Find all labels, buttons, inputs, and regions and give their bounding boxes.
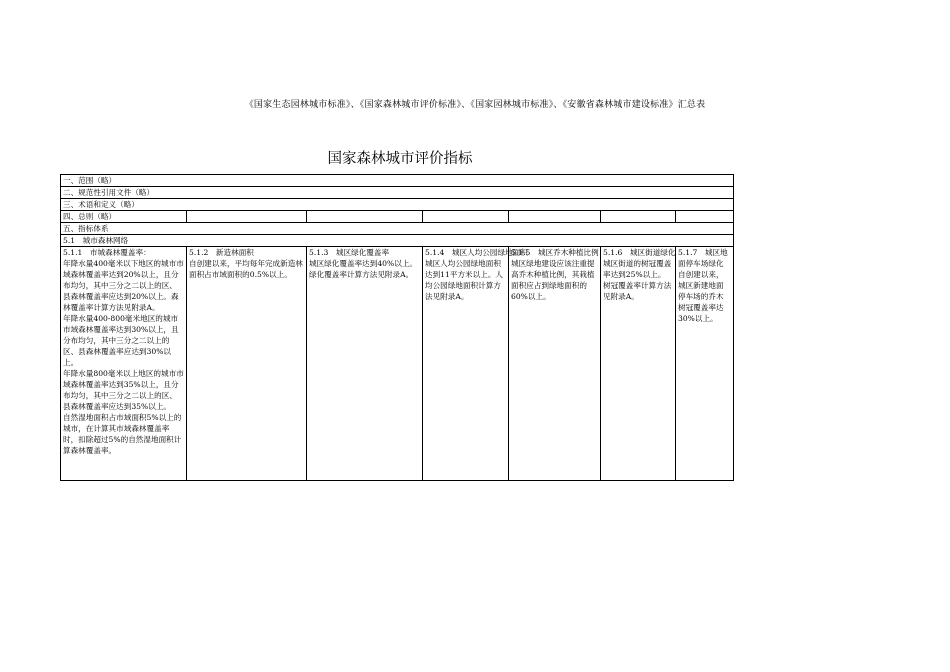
indicator-body: 城区街道的树冠覆盖率达到25%以上。树冠覆盖率计算方法见附录A。 — [603, 259, 672, 301]
section-row — [61, 235, 734, 247]
indicator-table — [60, 174, 734, 481]
indicator-body: 城区人均公园绿地面积达到11平方米以上。人均公园绿地面积计算方法见附录A。 — [425, 259, 504, 301]
section-forest-network: 5.1 城市森林网络 — [61, 235, 734, 247]
indicator-cell — [601, 247, 676, 481]
empty-cell — [423, 211, 509, 223]
indicator-body: 年降水量400毫米以下地区的城市市域森林覆盖率达到20%以上，且分布均匀，其中三分之二以上的区、县森林覆盖率应达到20%以上。森林覆盖率计算方法见附录A。 年降水量400-800毫米地区的城市市域森林覆盖率达到30%以上，且分布均匀，其中三分之二以上的区、县森林覆盖率应达到30%以上。 年降水量800毫米以上地区的城市市域森林覆盖率达到35%以上，且分布均匀，其中三分之二以上的区、县森林覆盖率应达到35%以上。 自然湿地面积占市域面积5%以上的城市，在计算其市域森林覆盖率时，扣除超过5%的自然湿地面积计算森林覆盖率。 — [63, 259, 184, 455]
empty-cell — [601, 211, 676, 223]
section-row — [61, 175, 734, 187]
empty-cell — [187, 211, 307, 223]
section-terms: 三、术语和定义（略） — [61, 199, 734, 211]
section-general: 四、总则（略） — [61, 211, 187, 223]
indicator-body: 自创建以来，城区新建地面停车场的乔木树冠覆盖率达30%以上。 — [678, 270, 724, 323]
section-scope: 一、范围（略） — [61, 175, 734, 187]
indicator-title: 5.1.2 新造林面积 — [189, 248, 254, 257]
indicator-cell — [187, 247, 307, 481]
empty-cell — [676, 211, 734, 223]
empty-cell — [509, 211, 601, 223]
section-indicators: 五、指标体系 — [61, 223, 734, 235]
indicator-cell — [307, 247, 423, 481]
indicator-body: 自创建以来，平均每年完成新造林面积占市域面积的0.5%以上。 — [189, 259, 303, 279]
indicator-body: 城区绿地建设应该注重提高乔木种植比例，其栽植面积应占到绿地面积的60%以上。 — [511, 259, 595, 301]
section-row — [61, 223, 734, 235]
indicator-body: 城区绿化覆盖率达到40%以上。绿化覆盖率计算方法见附录A。 — [309, 259, 418, 279]
section-references: 二、规范性引用文件（略） — [61, 187, 734, 199]
indicator-title: 5.1.7 城区地面停车场绿化 — [678, 248, 728, 268]
indicator-row — [61, 247, 734, 481]
indicator-cell — [61, 247, 187, 481]
indicator-cell — [509, 247, 601, 481]
indicator-title: 5.1.5 城区乔木种植比例 — [511, 248, 599, 257]
indicator-cell — [423, 247, 528, 481]
document-supertitle: 《国家生态园林城市标准》、《国家森林城市评价标准》、《国家园林城市标准》、《安徽省森林城市建设标准》汇总表 — [244, 100, 706, 110]
indicator-title: 5.1.6 城区街道绿化 — [603, 248, 676, 257]
page-title: 国家森林城市评价指标 — [327, 151, 473, 167]
indicator-title: 5.1.3 城区绿化覆盖率 — [309, 248, 390, 257]
section-row — [61, 211, 734, 223]
indicator-cell — [676, 247, 734, 481]
indicator-title: 5.1.4 城区人均公园绿地面积 — [425, 248, 528, 257]
indicator-title: 5.1.1 市城森林覆盖率： — [63, 248, 151, 257]
empty-cell — [307, 211, 423, 223]
section-row — [61, 187, 734, 199]
section-row — [61, 199, 734, 211]
